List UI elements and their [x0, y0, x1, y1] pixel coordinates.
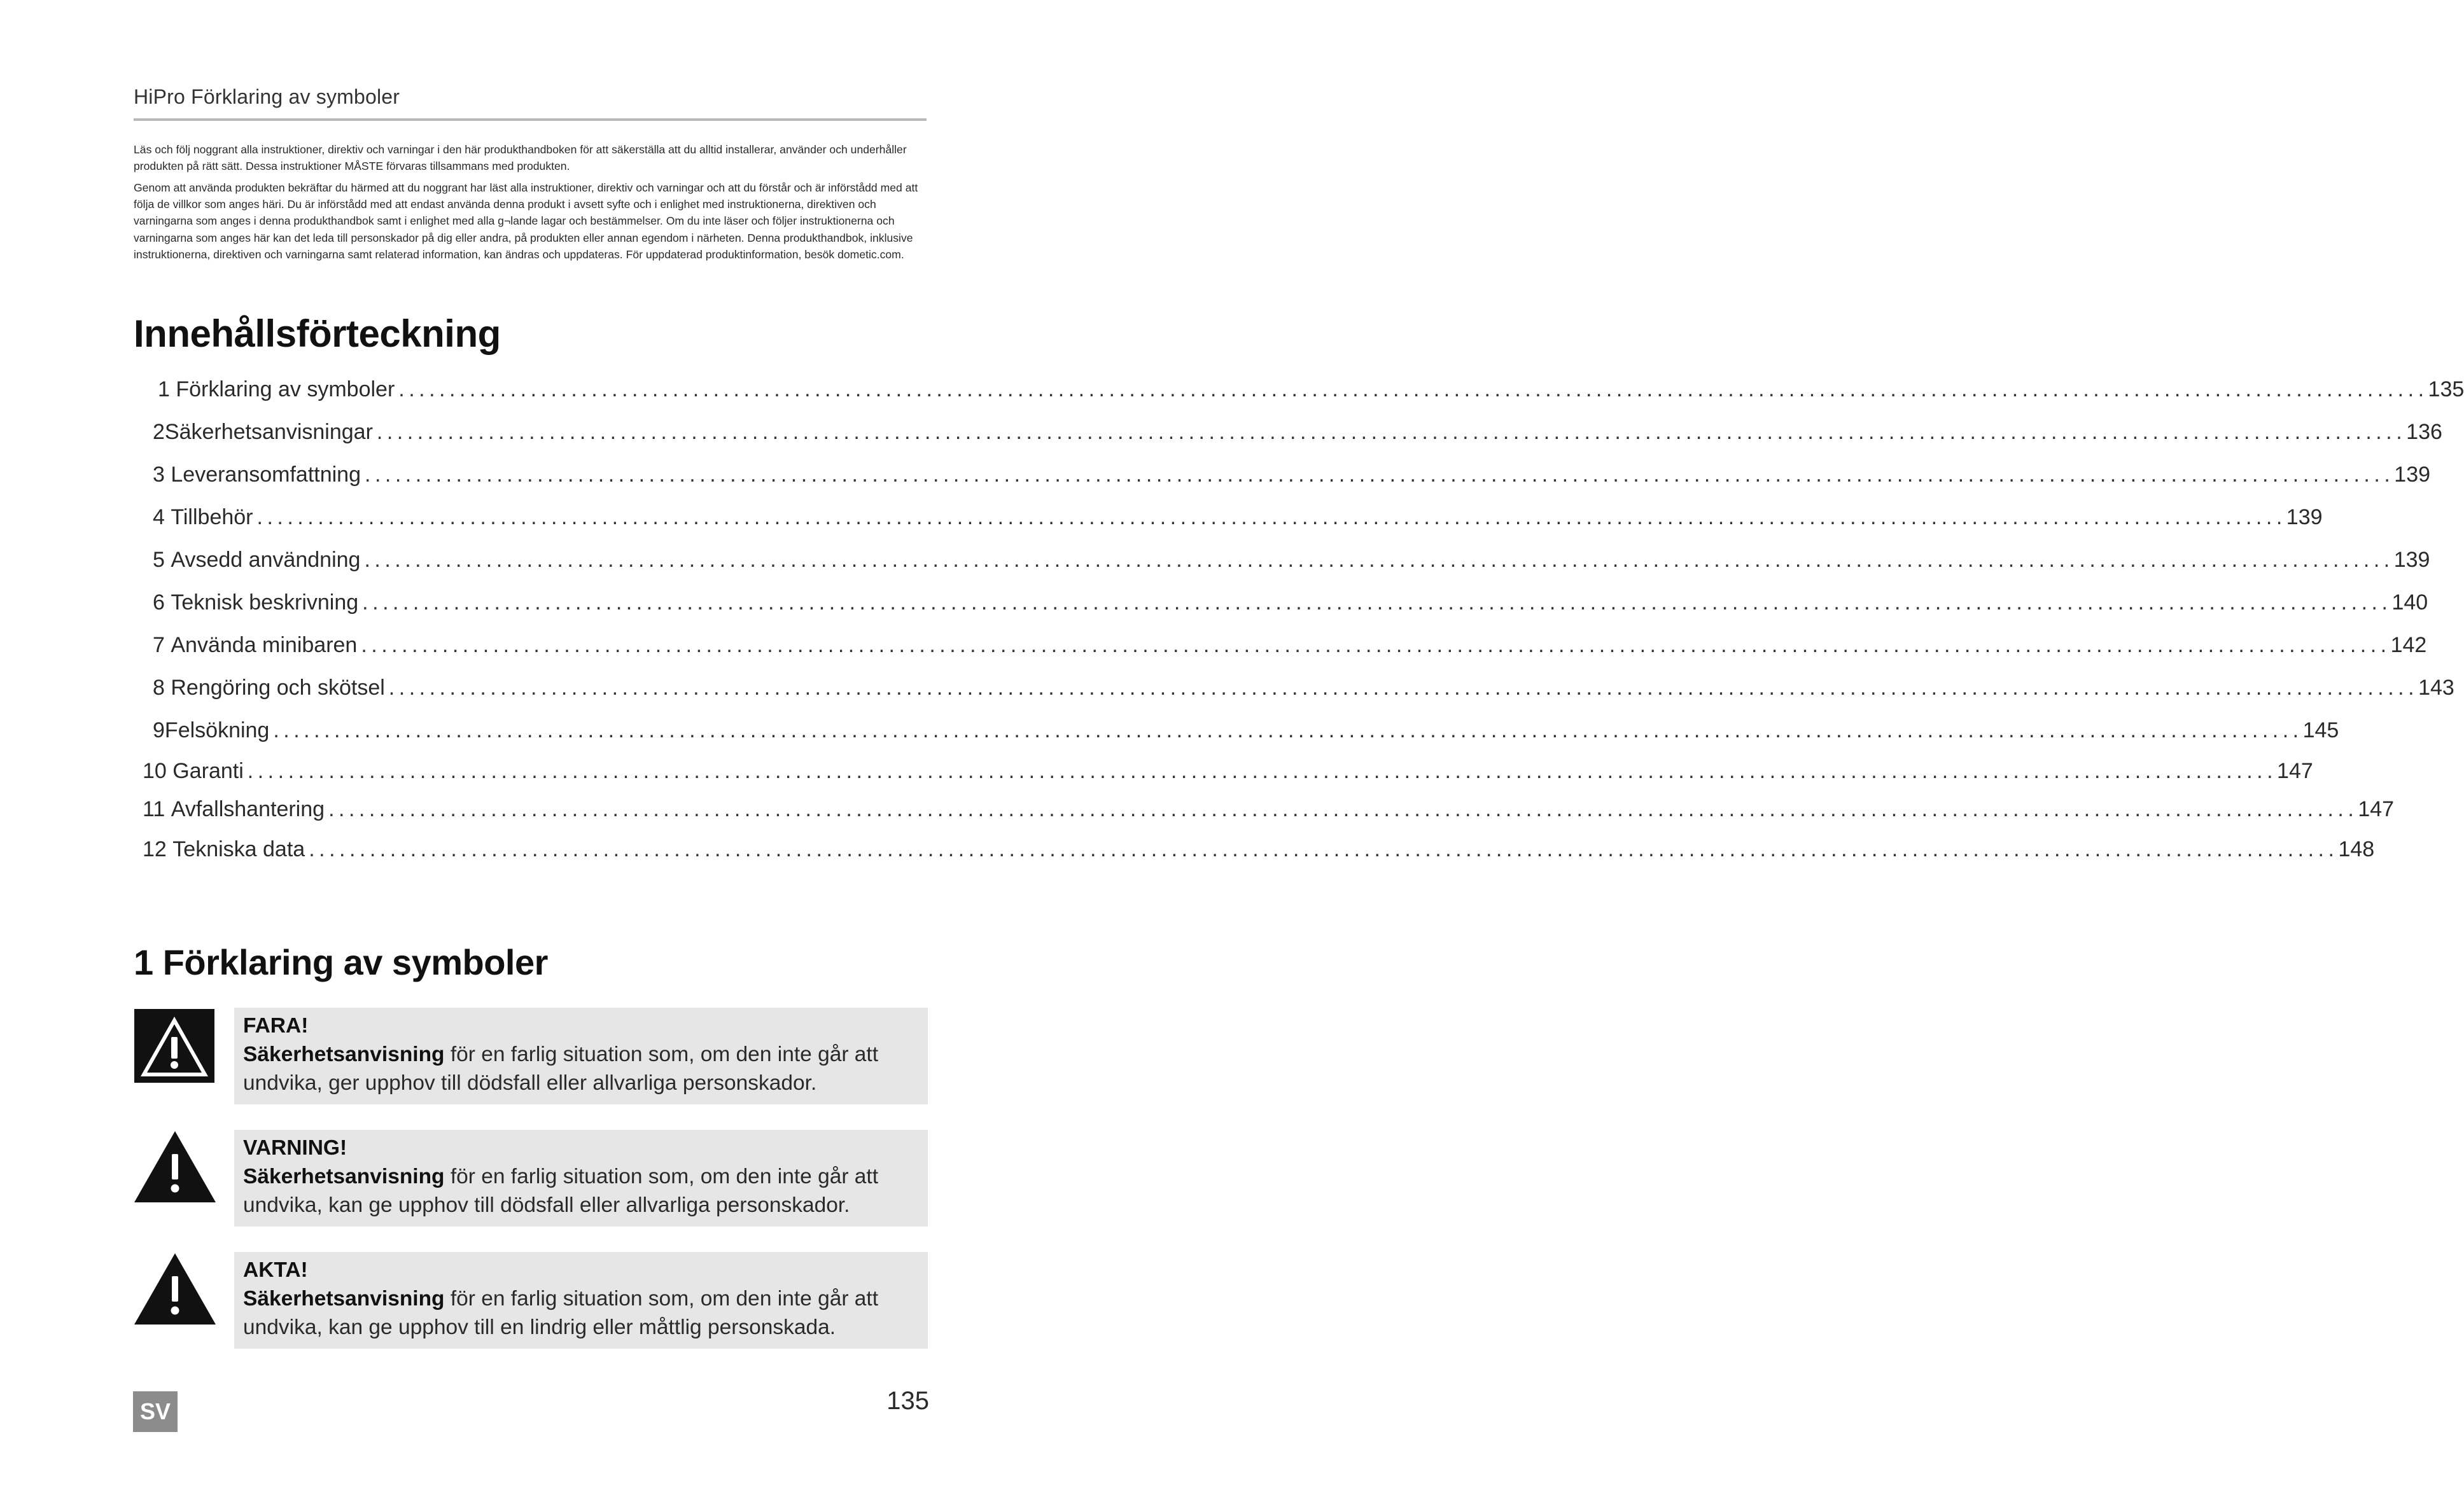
toc-item-number: 9: [153, 718, 165, 742]
toc-item-label: Avsedd användning: [171, 548, 361, 572]
intro-paragraph-1: Läs och följ noggrant alla instruktioner, direktiv och varningar i den här produkthandboken för att säkerställa att du alltid installerar, använder och underhåller produkten på rätt sätt. Dessa instruktioner MÅSTE förvaras tillsammans med produkten.: [134, 143, 907, 173]
toc-item-page: 143: [2418, 676, 2454, 700]
toc-item-number: 7: [153, 633, 165, 657]
toc-item-page: 139: [2286, 505, 2323, 529]
toc-item-2[interactable]: [153, 418, 2442, 446]
toc-item-page: 145: [2302, 718, 2339, 742]
danger-description: för en farlig situation som, om den inte går att undvika, ger upphov till dödsfall eller allvarliga personskador.: [243, 1043, 879, 1095]
danger-bold-label: Säkerhetsanvisning: [243, 1043, 445, 1066]
toc-item-number: 8: [153, 676, 165, 700]
warning-bold-label: Säkerhetsanvisning: [243, 1165, 445, 1188]
language-badge: SV: [133, 1391, 178, 1432]
toc-item-label: Tillbehör: [171, 505, 253, 529]
toc-item-label: Leveransomfattning: [171, 462, 361, 487]
toc-leader-dots: ........................................................................................................................................................................................................: [365, 462, 2395, 487]
toc-item-number: 4: [153, 505, 165, 529]
toc-item-label: Garanti: [172, 759, 244, 783]
toc-item-9[interactable]: [153, 716, 2339, 744]
warning-title: VARNING!: [243, 1136, 347, 1160]
caution-description: för en farlig situation som, om den inte går att undvika, kan ge upphov till en lindrig eller måttlig personskada.: [243, 1287, 879, 1339]
caution-notice-text: [243, 1256, 924, 1342]
toc-item-label: Använda minibaren: [171, 633, 358, 657]
toc-item-page: 135: [2428, 377, 2464, 401]
warning-notice-text: [243, 1134, 924, 1220]
toc-item-12[interactable]: [143, 835, 2375, 863]
caution-bold-label: Säkerhetsanvisning: [243, 1287, 445, 1311]
toc-item-label: Tekniska data: [172, 837, 305, 861]
page-header: HiPro Förklaring av symboler: [134, 85, 400, 108]
warning-description: för en farlig situation som, om den inte går att undvika, kan ge upphov till dödsfall eller allvarliga personskador.: [243, 1165, 879, 1217]
toc-item-page: 148: [2338, 837, 2375, 861]
danger-notice-text: [243, 1012, 924, 1097]
toc-item-page: 140: [2391, 590, 2428, 615]
toc-leader-dots: ........................................................................................................................................................................................................: [256, 505, 2286, 529]
toc-leader-dots: ........................................................................................................................................................................................................: [328, 797, 2358, 821]
toc-item-1[interactable]: [158, 375, 2464, 403]
toc-item-11[interactable]: [143, 795, 2395, 823]
toc-item-page: 139: [2394, 462, 2431, 487]
section-title: 1 Förklaring av symboler: [134, 942, 548, 982]
toc-item-page: 136: [2406, 420, 2442, 444]
toc-item-page: 147: [2358, 797, 2395, 821]
toc-item-6[interactable]: [153, 588, 2428, 616]
toc-leader-dots: ........................................................................................................................................................................................................: [361, 633, 2391, 657]
toc-item-label: Säkerhetsanvisningar: [164, 420, 373, 444]
toc-item-label: Felsökning: [164, 718, 270, 742]
toc-item-10[interactable]: [143, 757, 2313, 785]
toc-item-number: 1: [158, 377, 170, 401]
toc-leader-dots: ........................................................................................................................................................................................................: [309, 837, 2339, 861]
toc-leader-dots: ........................................................................................................................................................................................................: [247, 759, 2278, 783]
toc-item-number: 11: [143, 797, 165, 821]
toc-item-4[interactable]: [153, 503, 2323, 531]
danger-title: FARA!: [243, 1014, 309, 1038]
toc-item-label: Avfallshantering: [171, 797, 325, 821]
toc-title: Innehållsförteckning: [134, 312, 501, 355]
toc-leader-dots: ........................................................................................................................................................................................................: [398, 377, 2428, 401]
toc-item-number: 3: [153, 462, 165, 487]
toc-item-5[interactable]: [153, 546, 2430, 574]
toc-item-page: 147: [2277, 759, 2313, 783]
toc-leader-dots: ........................................................................................................................................................................................................: [388, 676, 2419, 700]
caution-triangle-icon: [134, 1253, 216, 1325]
danger-warning-icon: [134, 1009, 214, 1083]
warning-triangle-icon: [134, 1131, 216, 1202]
toc-item-7[interactable]: [153, 631, 2427, 659]
toc-item-label: Förklaring av symboler: [176, 377, 395, 401]
caution-title: AKTA!: [243, 1258, 308, 1282]
toc-leader-dots: ........................................................................................................................................................................................................: [273, 718, 2303, 742]
toc-item-3[interactable]: [153, 461, 2431, 489]
header-divider: [134, 118, 927, 121]
toc-item-number: 2: [153, 420, 165, 444]
toc-item-page: 139: [2393, 548, 2430, 572]
toc-item-label: Teknisk beskrivning: [171, 590, 359, 615]
toc-item-label: Rengöring och skötsel: [171, 676, 385, 700]
toc-item-page: 142: [2390, 633, 2427, 657]
toc-item-number: 6: [153, 590, 165, 615]
toc-leader-dots: ........................................................................................................................................................................................................: [362, 590, 2392, 615]
toc-item-8[interactable]: [153, 674, 2454, 702]
toc-item-number: 5: [153, 548, 165, 572]
toc-item-number: 12: [143, 837, 167, 861]
toc-leader-dots: ........................................................................................................................................................................................................: [364, 548, 2394, 572]
intro-paragraph-2: Genom att använda produkten bekräftar du härmed att du noggrant har läst alla instruktioner, direktiv och varningar och att du förstår och är införstådd med att följa de villkor som anges häri. Du är införstådd med att endast använda denna produkt i avsett syfte och i enlighet med instruktionerna, direktiven och varningarna som anges i denna produkthandbok samt i enlighet med alla g¬lande lagar och bestämmelser. Om du inte läser och följer instruktionerna och varningarna som anges här kan det leda till personskador på dig eller andra, på produkten eller annan egendom i närheten. Denna produkthandbok, inklusive instruktionerna, direktiven och varningarna samt relaterad information, kan ändras och uppdateras. För uppdaterad produktinformation, besök dometic.com.: [134, 181, 918, 261]
toc-leader-dots: ........................................................................................................................................................................................................: [376, 420, 2407, 444]
page-number: 135: [886, 1387, 929, 1415]
toc-item-number: 10: [143, 759, 167, 783]
